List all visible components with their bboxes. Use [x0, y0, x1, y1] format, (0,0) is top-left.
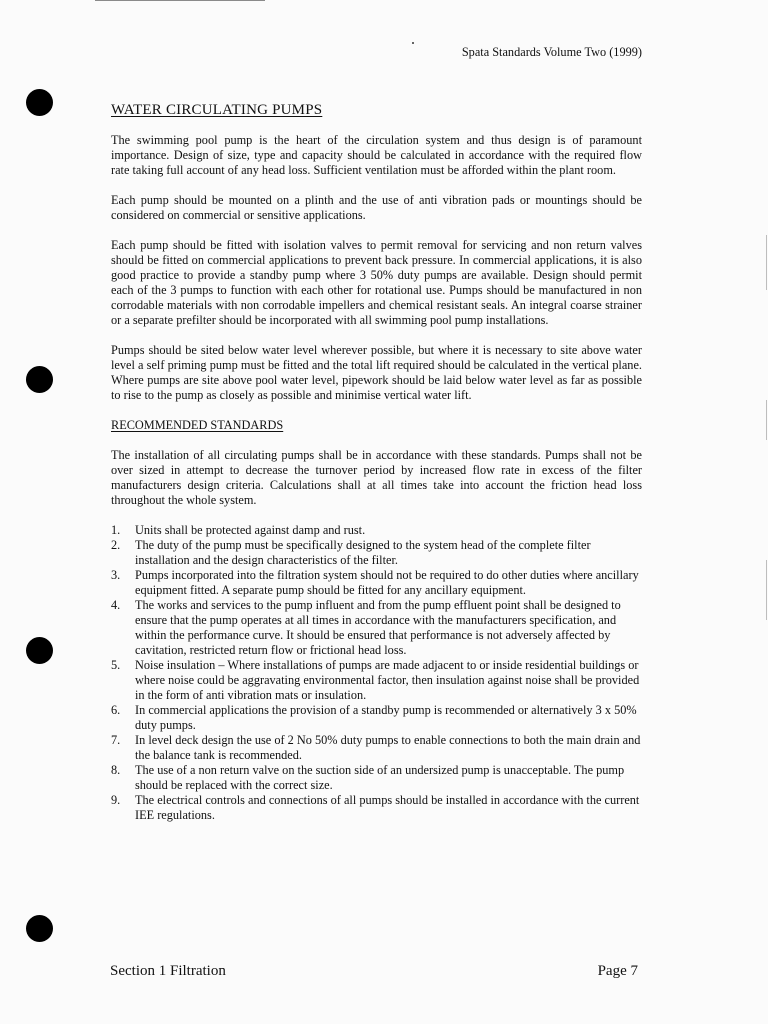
list-item [111, 703, 642, 733]
punch-hole [26, 89, 53, 116]
list-number: 8. [111, 763, 121, 777]
list-text: The duty of the pump must be specifically designed to the system head of the complete filter installation and the design characteristics of the filter. [135, 538, 591, 567]
list-text: The use of a non return valve on the suction side of an undersized pump is unacceptable. The pump should be replaced with the correct size. [135, 763, 625, 792]
body-paragraph: The swimming pool pump is the heart of the circulation system and thus design is of paramount importance. Design of size, type and capacity should be calculated in accordance with the required flow rate taking full account of any head loss. Sufficient ventilation must be afforded within the plant room. [111, 133, 642, 177]
running-header: Spata Standards Volume Two (1999) [461, 45, 642, 59]
scan-edge-mark [766, 560, 767, 620]
body-paragraph: Pumps should be sited below water level wherever possible, but where it is necessary to site above water level a self priming pump must be fitted and the total lift required should be calculated in the vertical plane. Where pumps are site above pool water level, pipework should be laid below water level as far as possible to rise to the pump as closely as possible and minimise vertical water lift. [111, 343, 642, 402]
subsection-heading: RECOMMENDED STANDARDS [111, 418, 284, 432]
list-number: 9. [111, 793, 121, 807]
punch-hole [26, 915, 53, 942]
page-content [111, 103, 642, 823]
standards-intro: The installation of all circulating pumps shall be in accordance with these standards. Pumps shall not be over sized in attempt to decrease the turnover period by increased flow rate in excess of the filter manufacturers design criteria. Calculations shall at all times take into account the friction head loss throughout the whole system. [111, 448, 642, 507]
list-item [111, 568, 642, 598]
list-text: In commercial applications the provision of a standby pump is recommended or alternatively 3 x 50% duty pumps. [135, 703, 637, 732]
body-paragraph: Each pump should be mounted on a plinth and the use of anti vibration pads or mountings should be considered on commercial or sensitive applications. [111, 193, 642, 222]
scan-edge-mark [766, 235, 767, 290]
punch-hole [26, 637, 53, 664]
list-number: 2. [111, 538, 121, 552]
list-item [111, 733, 642, 763]
list-number: 6. [111, 703, 121, 717]
section-title: WATER CIRCULATING PUMPS [111, 102, 323, 118]
punch-hole [26, 366, 53, 393]
scan-speck [412, 42, 414, 44]
list-text: Pumps incorporated into the filtration system should not be required to do other duties where ancillary equipment fitted. A separate pump should be fitted for any ancillary equipment. [135, 568, 639, 597]
scan-edge-line [95, 0, 265, 1]
list-number: 5. [111, 658, 121, 672]
list-item [111, 658, 642, 703]
list-text: The electrical controls and connections of all pumps should be installed in accordance with the current IEE regulations. [135, 793, 640, 822]
body-paragraph: Each pump should be fitted with isolation valves to permit removal for servicing and non return valves should be fitted on commercial applications to prevent back pressure. In commercial applications, it is also good practice to provide a standby pump where 3 50% duty pumps are available. Design should permit each of the 3 pumps to function with each other for rotational use. Pumps should be manufactured in non corrodable materials with non corrodable impellers and chemical resistant seals. An integral coarse strainer or a separate prefilter should be incorporated with all swimming pool pump installations. [111, 238, 642, 327]
list-number: 7. [111, 733, 121, 747]
list-item [111, 793, 642, 823]
list-text: Noise insulation – Where installations of pumps are made adjacent to or inside residential buildings or where noise could be aggravating environmental factor, then insulation against noise shall be provided in the form of anti vibration mats or insulation. [135, 658, 640, 702]
list-text: In level deck design the use of 2 No 50% duty pumps to enable connections to both the main drain and the balance tank is recommended. [135, 733, 641, 762]
list-text: Units shall be protected against damp and rust. [135, 523, 366, 537]
list-item [111, 538, 642, 568]
standards-list [111, 523, 642, 823]
scan-edge-mark [766, 400, 767, 440]
footer-section-label: Section 1 Filtration [110, 963, 226, 979]
list-item [111, 763, 642, 793]
footer-page-number: Page 7 [597, 963, 638, 979]
list-number: 1. [111, 523, 121, 537]
list-number: 3. [111, 568, 121, 582]
list-item [111, 598, 642, 658]
list-item [111, 523, 642, 538]
list-text: The works and services to the pump influent and from the pump effluent point shall be designed to ensure that the pump operates at all times in accordance with the manufacturers specification, and within the performance curve. It should be ensured that performance is not adversely affected by cavitation, restricted return flow or frictional head loss. [135, 598, 621, 657]
list-number: 4. [111, 598, 121, 612]
